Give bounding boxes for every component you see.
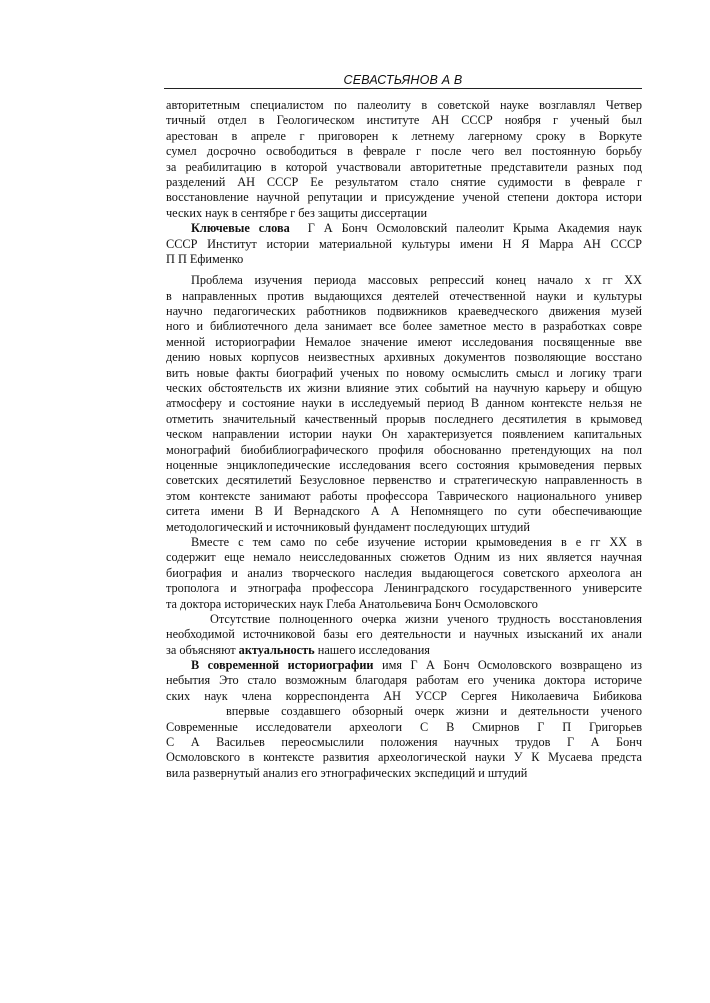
text-line: ческих обстоятельств их жизни влияние этих событий на научную карьеру и общую	[166, 381, 642, 396]
text-line: арестован в апреле г приговорен к летнему лагерному сроку в Воркуте	[166, 128, 642, 143]
abstract	[166, 98, 642, 221]
text-line: ного и библиотечного дела занимает все более заметное место в разработках совре	[166, 319, 642, 334]
text-segment: за объясняют	[166, 642, 239, 657]
text-line: впервые создавшего обзорный очерк жизни и деятельности ученого	[226, 704, 642, 719]
emphasis-historiography: В современной историографии	[191, 658, 374, 673]
paragraph-historiography	[166, 658, 642, 781]
paragraph-repressions	[166, 273, 642, 535]
running-header-author: СЕВАСТЬЯНОВ А В	[343, 73, 463, 87]
paragraph-crimean-studies	[166, 535, 642, 612]
article-body	[166, 98, 642, 781]
text-line: тичный отдел в Геологическом институте АН СССР ноября г ученый был	[166, 113, 642, 128]
text-line: П П Ефименко	[166, 251, 244, 266]
text-segment: имя Г А Бонч Осмоловского возвращено из	[373, 658, 642, 673]
text-line: восстановление научной репутации и присуждение ученой степени доктора истори	[166, 190, 642, 205]
text-line-relevance	[166, 643, 642, 658]
text-line: авторитетным специалистом по палеолиту в советской науке возглавлял Четвер	[166, 98, 642, 112]
text-line: Осмоловского в контексте развития археологической науки У К Мусаева предста	[166, 750, 642, 765]
text-line: отметить значительный качественный прорыв последнего десятилетия в крымовед	[166, 411, 642, 426]
keywords-line	[166, 221, 642, 236]
text-line: трополога и этнографа профессора Ленинградского государственного университе	[166, 581, 642, 596]
text-line: разделений АН СССР Ее результатом стало снятие судимости в феврале г	[166, 174, 642, 189]
text-line: советских десятилетий Безусловное первенство и стратегическую направленность в	[166, 473, 642, 488]
emphasis-relevance: актуальность	[238, 642, 315, 657]
text-line: сумел досрочно освободиться в феврале г после чего вел постоянную борьбу	[166, 144, 642, 159]
text-line: С А Васильев переосмыслили положения научных трудов Г А Бонч	[166, 735, 642, 750]
text-line: методологический и источниковый фундамент последующих штудий	[166, 519, 530, 534]
text-line: ситета имени В И Вернадского А А Непомнящего по сути обеспечивающие	[166, 504, 642, 519]
text-line: Вместе с тем само по себе изучение истории крымоведения в е гг XX в	[191, 534, 642, 549]
header-rule	[164, 88, 642, 89]
text-line: научно педагогических работников подвижников краеведческого движения музей	[166, 304, 642, 319]
keywords-label: Ключевые слова	[191, 221, 290, 236]
text-line: за реабилитацию в которой участвовали авторитетные представители разных под	[166, 159, 642, 174]
text-line: этом контексте занимают работы профессора Таврического национального универ	[166, 488, 642, 503]
text-line-historiography	[166, 658, 642, 673]
text-line: ческом направлении истории науки Он характеризуется появлением капитальных	[166, 427, 642, 442]
text-line: атмосферу и состояние науки в исследуемый период В данном контексте нельзя не	[166, 396, 642, 411]
text-line: Современные исследователи археологи С В Смирнов Г П Григорьев	[166, 719, 642, 734]
text-line: СССР Институт истории материальной культуры имени Н Я Марра АН СССР	[166, 236, 642, 251]
text-line: ноценные энциклопедические исследования всего состояния крымоведения первых	[166, 457, 642, 472]
text-line: монографий биобиблиографического профиля обоснованно претендующих на пол	[166, 442, 642, 457]
text-line: вить новые факты биографий ученых по новому осмыслить смысл и логику траги	[166, 365, 642, 380]
keywords-text: Г А Бонч Осмоловский палеолит Крыма Академия наук	[307, 221, 642, 236]
text-line: дению новых корпусов неизвестных архивных документов позволяющие восстано	[166, 350, 642, 365]
text-line: биография и анализ творческого наследия выдающегося советского археолога ан	[166, 565, 642, 580]
text-segment: нашего исследования	[314, 642, 430, 657]
text-line: Отсутствие полноценного очерка жизни ученого трудность восстановления	[210, 611, 642, 626]
text-line: в направленных против выдающихся деятелей отечественной науки и культуры	[166, 288, 642, 303]
text-line: вила развернутый анализ его этнографических экспедиций и штудий	[166, 765, 528, 780]
text-line: та доктора исторических наук Глеба Анатольевича Бонч Осмоловского	[166, 596, 538, 611]
text-line: необходимой источниковой базы его деятельности и научных изысканий их анали	[166, 627, 642, 642]
text-line: ческих наук в сентябре г без защиты диссертации	[166, 205, 428, 220]
paragraph-relevance	[166, 612, 642, 658]
text-line: содержит еще немало неисследованных сюжетов Одним из них является научная	[166, 550, 642, 565]
text-line: небытия Это стало возможным благодаря работам его ученика доктора историче	[166, 673, 642, 688]
text-line: Проблема изучения периода массовых репрессий конец начало х гг XX	[191, 273, 642, 288]
text-line: менной историографии Немалое значение имеют исследования посвященные вве	[166, 334, 642, 349]
keywords	[166, 221, 642, 267]
text-line: ских наук члена корреспондента АН УССР Сергея Николаевича Бибикова	[166, 688, 642, 703]
